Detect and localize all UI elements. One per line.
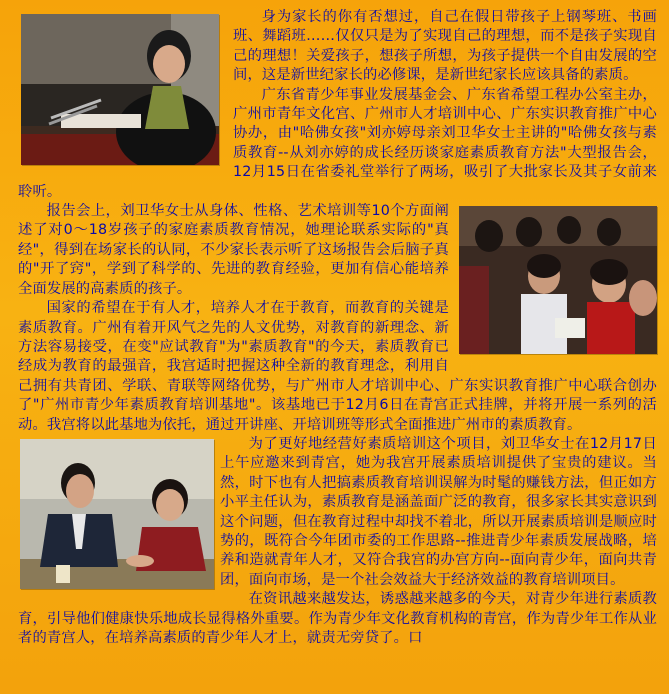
end-mark: 口 bbox=[408, 630, 423, 646]
paragraph-6-text: 在资讯越来越发达，诱惑越来越多的今天，对青少年进行素质教育，引导他们健康快乐地成长显得格外重要。作为青少年文化教育机构的青宫，作为青少年工作从业者的青宫人，在培养高素质的青少年人才上，就责无旁贷了。 bbox=[18, 591, 657, 646]
paragraph-2: 广东省青少年事业发展基金会、广东省希望工程办公室主办，广州市青年文化宫、广州市人才培训中心、广东实识教育推广中心协办，由"哈佛女孩"刘亦婷母亲刘卫华女士主讲的"哈佛女孩与素质教育--从刘亦婷的成长经历谈家庭素质教育方法"大型报告会，12月15日在省委礼堂举行了两场，吸引了大批家长及其子女前来聆听。 bbox=[18, 86, 657, 200]
photo-audience-listening bbox=[459, 206, 657, 354]
paragraph-5: 为了更好地经营好素质培训这个项目，刘卫华女士在12月17日上午应邀来到青宫，她为我宫开展素质培训提供了宝贵的建议。当然，时下也有人把搞素质教育培训误解为时髦的赚钱方法，但正如方小平主任认为，素质教育是涵盖面广泛的教育，很多家长其实意识到这个问题，但在教育过程中却找不着北，所以开展素质培训是顺应时势的，既符合今年团市委的工作思路--推进青少年素质发展战略，培养和造就青年人才，又符合我宫的办宫方向--面向青少年，面向共青团，面向市场，是一个社会效益大于经济效益的教育培训项目。 bbox=[220, 435, 657, 588]
paragraph-3: 报告会上，刘卫华女士从身体、性格、艺术培训等10个方面阐述了对0～18岁孩子的家庭素质教育情况，她理论联系实际的"真经"，得到在场家长的认同，不少家长表示听了这场报告会后脑子真的"开了窍"，学到了科学的、先进的教育经验，更加有信心能培养全面发展的高素质的孩子。 bbox=[18, 203, 449, 297]
paragraph-6 bbox=[18, 590, 657, 648]
paragraph-1: 身为家长的你有否想过，自己在假日带孩子上钢琴班、书画班、舞蹈班……仅仅只是为了实现自己的理想，而不是孩子实现自己的理想！关爱孩子，想孩子所想，为孩子提供一个自由发展的空间，这是新世纪家长的必修课，是新世纪家长应该具备的素质。 bbox=[233, 9, 657, 84]
photo-two-people-talking bbox=[20, 439, 214, 589]
paragraph-4: 国家的希望在于有人才，培养人才在于教育，而教育的关键是素质教育。广州有着开风气之先的人文优势，对教育的新理念、新方法容易接受，在变"应试教育"为"素质教育"的今天，素质教育已经成为教育的最强音，我宫适时把握这种全新的教育理念，利用自己拥有共青团、学联、青联等网络优势，与广州市人才培训中心、广东实识教育推广中心联合创办了"广州市青少年素质教育培训基地"。该基地已于12月6日在青宫正式挂牌，并将开展一系列的活动。我宫将以此基地为依托，通过开讲座、开培训班等形式全面推进广州市的素质教育。 bbox=[18, 300, 657, 433]
photo-speaker-at-podium bbox=[21, 14, 219, 165]
